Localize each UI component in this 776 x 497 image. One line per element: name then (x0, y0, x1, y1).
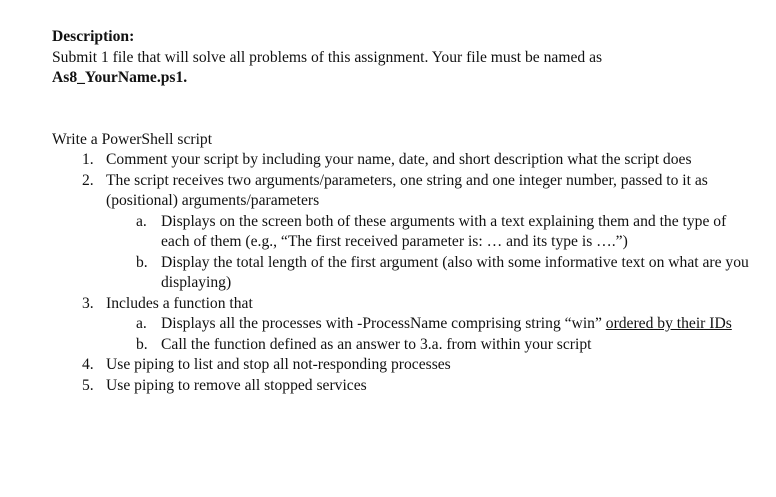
list-item-text: Use piping to remove all stopped services (106, 376, 367, 394)
list-item-5 (52, 376, 752, 397)
list-item-text: The script receives two arguments/parameters, one string and one integer number, passed to it as (positional) arguments/parameters (106, 171, 708, 209)
filename-line (52, 68, 752, 89)
sub-item-3b (52, 335, 752, 356)
sub-item-text: Displays on the screen both of these arguments with a text explaining them and the type of each of them (e.g., “The first received parameter is: … and its type is ….”) (161, 212, 727, 250)
description-heading (52, 27, 752, 48)
sub-list-marker: b. (136, 335, 148, 353)
sub-list-marker: a. (136, 315, 147, 332)
description-heading-colon: : (129, 28, 135, 45)
list-item-text: Use piping to list and stop all not-responding processes (106, 356, 451, 373)
list-marker: 2. (82, 171, 94, 189)
list-item-4 (52, 355, 752, 376)
underlined-text: ordered by their IDs (605, 315, 732, 332)
list-marker: 1. (82, 151, 94, 168)
required-filename: As8_YourName.ps1 (52, 69, 184, 86)
list-item-2 (52, 171, 752, 212)
assignment-document (52, 27, 752, 396)
list-item-text: Comment your script by including your name, date, and short description what the script does (106, 151, 692, 168)
sub-item-text: Display the total length of the first argument (also with some informative text on what are you displaying) (161, 253, 749, 291)
description-text: Submit 1 file that will solve all problems of this assignment. Your file must be named as (52, 48, 603, 66)
list-marker: 5. (82, 376, 94, 394)
sub-item-text: Displays all the processes with -ProcessName comprising string “win” (161, 315, 606, 332)
sub-item-2a (52, 212, 752, 253)
list-marker: 3. (82, 294, 94, 312)
description-heading-text: Description (52, 28, 130, 45)
sub-list-marker: a. (136, 212, 147, 230)
filename-period: . (183, 69, 188, 86)
intro-line: Write a PowerShell script (52, 130, 213, 148)
list-item-1 (52, 150, 752, 171)
list-marker: 4. (82, 356, 94, 373)
sub-item-text: Call the function defined as an answer to 3.a. from within your script (161, 335, 592, 353)
sub-list-marker: b. (136, 253, 148, 271)
sub-item-3a (52, 314, 752, 335)
list-item-3 (52, 294, 752, 315)
list-item-text: Includes a function that (106, 294, 253, 312)
sub-item-2b (52, 253, 752, 294)
